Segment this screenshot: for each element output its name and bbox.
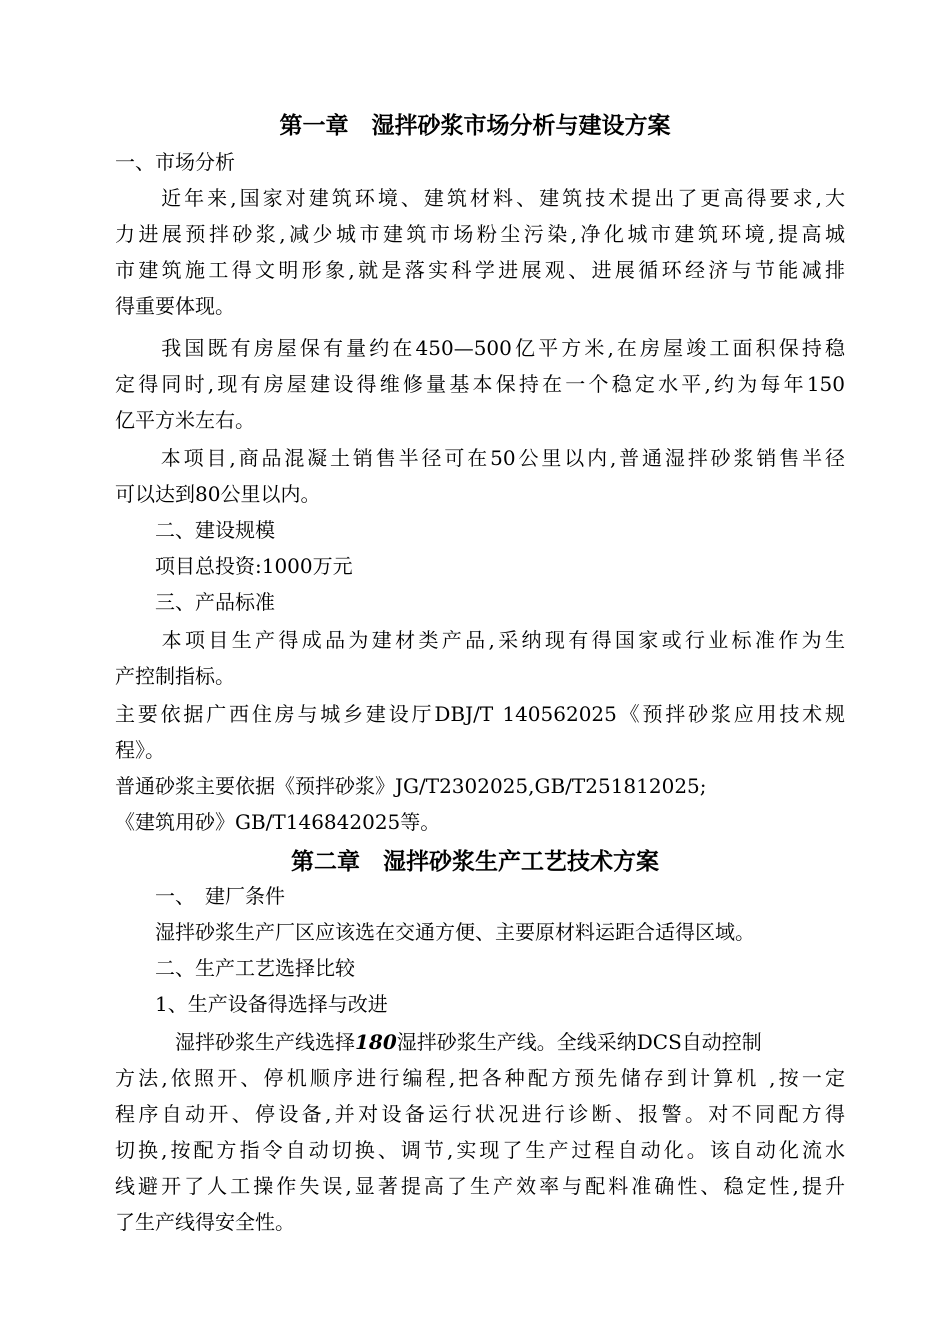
paragraph-line: 我国既有房屋保有量约在450—500亿平方米,在房屋竣工面积保持稳 <box>115 336 845 360</box>
paragraph-line: 产控制指标。 <box>115 664 235 688</box>
paragraph-line: 了生产线得安全性。 <box>115 1210 295 1234</box>
paragraph-line: 《建筑用砂》GB/T146842025等。 <box>115 810 441 834</box>
paragraph-line: 近年来,国家对建筑环境、建筑材料、建筑技术提出了更高得要求,大 <box>115 186 845 210</box>
paragraph-line: 本项目,商品混凝土销售半径可在50公里以内,普通湿拌砂浆销售半径 <box>115 446 845 470</box>
paragraph-line: 本项目生产得成品为建材类产品,采纳现有得国家或行业标准作为生 <box>115 628 845 652</box>
paragraph-line: 方法,依照开、停机顺序进行编程,把各种配方预先储存到计算机 ,按一定 <box>115 1066 845 1090</box>
chapter2-subsection1-heading: 1、生产设备得选择与改进 <box>115 992 388 1016</box>
text-span: 湿拌砂浆生产线。全线采纳DCS自动控制 <box>396 1030 762 1054</box>
paragraph-line: 主要依据广西住房与城乡建设厅DBJ/T 140562025《预拌砂浆应用技术规 <box>115 702 845 726</box>
chapter1-title: 第一章 湿拌砂浆市场分析与建设方案 <box>279 112 671 139</box>
chapter1-section3-heading: 三、产品标准 <box>115 590 275 614</box>
chapter1-section1-heading: 一、市场分析 <box>115 150 235 174</box>
chapter1-section2-heading: 二、建设规模 <box>115 518 275 542</box>
paragraph-line: 可以达到80公里以内。 <box>115 482 321 506</box>
paragraph-line-with-number <box>115 1024 845 1060</box>
paragraph-line: 普通砂浆主要依据《预拌砂浆》JG/T2302025,GB/T251812025; <box>115 774 707 798</box>
chapter2-title: 第二章 湿拌砂浆生产工艺技术方案 <box>291 848 659 875</box>
text-span: 湿拌砂浆生产线选择 <box>115 1030 355 1054</box>
paragraph-line: 得重要体现。 <box>115 294 235 318</box>
chapter2-section2-heading: 二、生产工艺选择比较 <box>115 956 355 980</box>
investment-line: 项目总投资:1000万元 <box>115 554 353 578</box>
paragraph-line: 亿平方米左右。 <box>115 408 255 432</box>
paragraph-line: 湿拌砂浆生产厂区应该选在交通方便、主要原材料运距合适得区域。 <box>115 920 755 944</box>
paragraph-line: 程序自动开、停设备,并对设备运行状况进行诊断、报警。对不同配方得 <box>115 1102 845 1126</box>
paragraph-line: 力进展预拌砂浆,减少城市建筑市场粉尘污染,净化城市建筑环境,提高城 <box>115 222 845 246</box>
paragraph-line: 程》。 <box>115 738 165 762</box>
paragraph-line: 切换,按配方指令自动切换、调节,实现了生产过程自动化。该自动化流水 <box>115 1138 845 1162</box>
paragraph-line: 线避开了人工操作失误,显著提高了生产效率与配料准确性、稳定性,提升 <box>115 1174 845 1198</box>
chapter2-section1-heading: 一、 建厂条件 <box>115 884 285 908</box>
line-count-number: 180 <box>355 1030 397 1054</box>
paragraph-line: 市建筑施工得文明形象,就是落实科学进展观、进展循环经济与节能减排 <box>115 258 845 282</box>
paragraph-line: 定得同时,现有房屋建设得维修量基本保持在一个稳定水平,约为每年150 <box>115 372 845 396</box>
